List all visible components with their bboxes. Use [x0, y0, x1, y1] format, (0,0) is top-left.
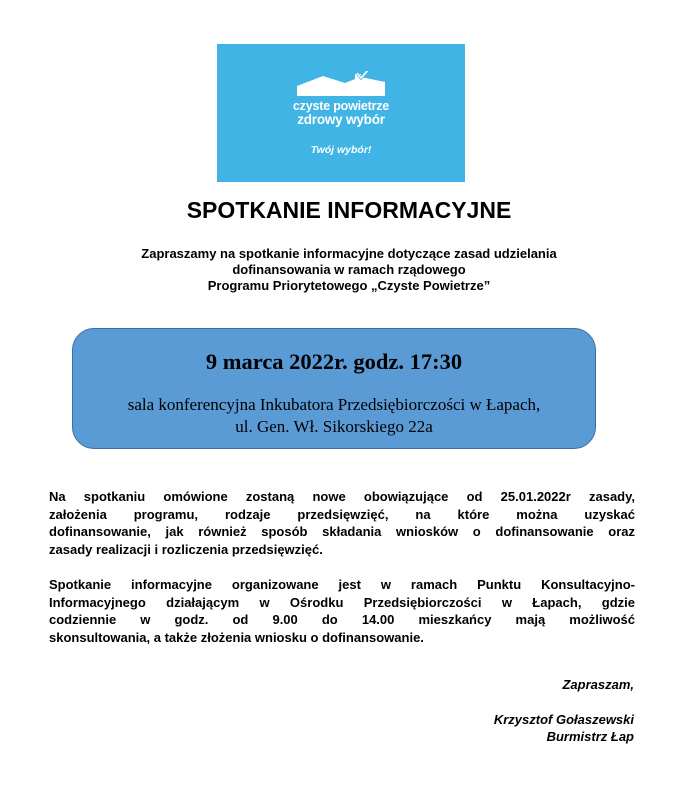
event-location	[73, 394, 595, 438]
event-info-box	[72, 328, 596, 449]
intro-line: Programu Priorytetowego „Czyste Powietrze”	[207, 278, 491, 293]
page-title: SPOTKANIE INFORMACYJNE	[186, 197, 512, 223]
event-location-line: sala konferencyjna Inkubatora Przedsiębiorczości w Łapach,	[127, 395, 541, 414]
logo-tagline: Twój wybór!	[310, 144, 372, 156]
intro-line: dofinansowania w ramach rządowego	[232, 262, 466, 277]
house-checkmark-icon	[295, 71, 387, 97]
intro-line: Zapraszamy na spotkanie informacyjne dotyczące zasad udzielania	[141, 246, 557, 261]
logo-text-line1: czyste powietrze	[292, 99, 390, 113]
paragraph-line: Na spotkaniu omówione zostaną nowe obowiązujące od 25.01.2022r zasady,	[49, 489, 635, 504]
paragraph-line: Spotkanie informacyjne organizowane jest w ramach Punktu Konsultacyjno-	[49, 577, 635, 592]
signatory-name: Krzysztof Gołaszewski	[493, 712, 634, 727]
closing-text: Zapraszam,	[562, 677, 634, 692]
paragraph-line: zasady realizacji i rozliczenia przedsięwzięć.	[49, 541, 323, 557]
paragraph-line: założenia programu, rodzaje przedsięwzięć, na które można uzyskać	[49, 506, 635, 522]
logo-text-line2: zdrowy wybór	[297, 112, 385, 127]
intro-text	[0, 246, 698, 294]
paragraph-line: Informacyjnego działającym w Ośrodku Przedsiębiorczości w Łapach, gdzie	[49, 594, 635, 610]
paragraph-line: skonsultowania, a także złożenia wniosku o dofinansowanie.	[49, 629, 424, 645]
program-logo	[217, 44, 465, 182]
paragraph-line: codziennie w godz. od 9.00 do 14.00 mieszkańcy mają możliwość	[49, 612, 635, 628]
paragraph-consultation-point	[49, 576, 635, 646]
signatory-role: Burmistrz Łap	[546, 729, 634, 744]
event-location-line: ul. Gen. Wł. Sikorskiego 22a	[235, 417, 433, 436]
paragraph-line: dofinansowanie, jak również sposób składania wniosków o dofinansowanie oraz	[49, 524, 635, 540]
paragraph-program-details	[49, 488, 635, 558]
event-datetime: 9 marca 2022r. godz. 17:30	[205, 349, 463, 374]
